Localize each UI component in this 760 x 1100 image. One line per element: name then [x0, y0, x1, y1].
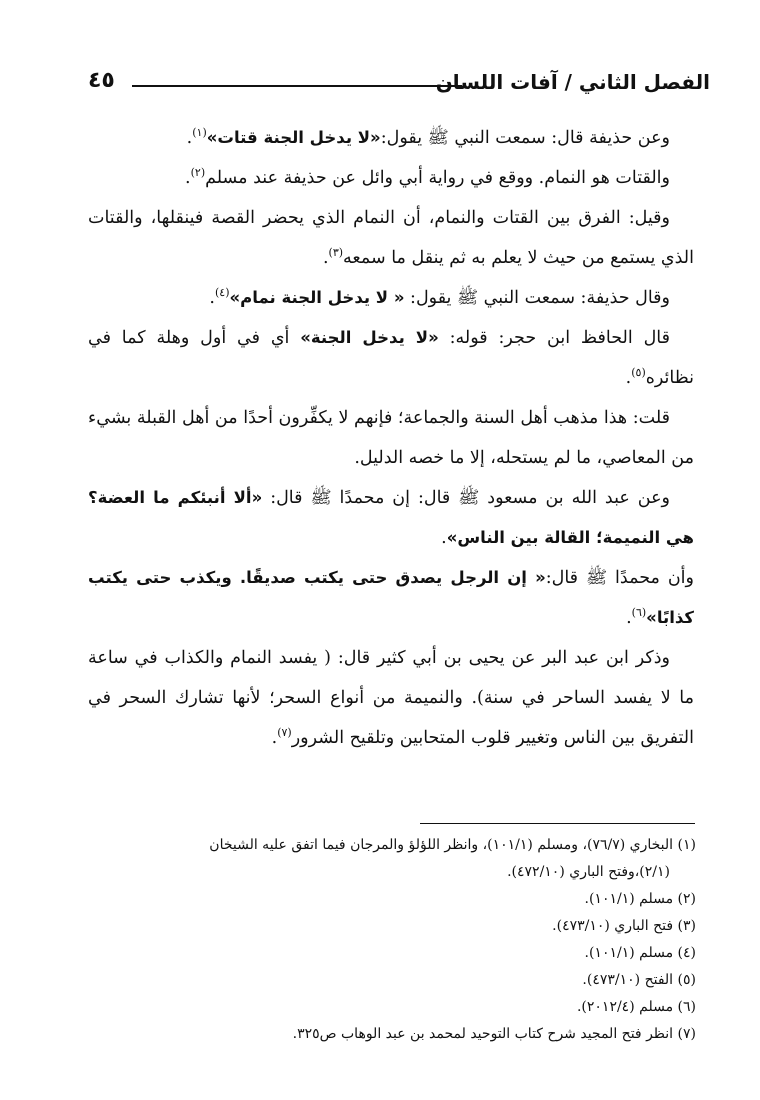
paragraph: وذكر ابن عبد البر عن يحيى بن أبي كثير قال: ( يفسد النمام والكذاب في ساعة ما لا يفسد الساحر في سنة). والنميمة من أنواع السحر؛ لأنها تشارك السحر في التفريق بين الناس وتغيير قلوب المتحابين وتلقيح الشرور$^{(٧)}$. — [88, 648, 694, 748]
paragraph: وأن محمدًا ﷺ قال:« إن الرجل يصدق حتى يكتب صديقًا. ويكذب حتى يكتب كذابًا»$^{(٦)}$. — [88, 568, 694, 628]
paragraph: قال الحافظ ابن حجر: قوله: «لا يدخل الجنة» أي في أول وهلة كما في نظائره$^{(٥)}$. — [88, 328, 694, 388]
chapter-title: الفصل الثاني / آفات اللسان — [435, 70, 710, 94]
footnote-item: (٥) الفتح (٤٧٣/١٠). — [582, 972, 696, 988]
footnote-item: (٤) مسلم (١٠١/١). — [584, 945, 696, 961]
page-number: ٤٥ — [88, 68, 115, 93]
paragraph: وعن عبد الله بن مسعود ﷺ قال: إن محمدًا ﷺ قال: «ألا أنبئكم ما العضة؟ هي النميمة؛ القالة بين الناس». — [88, 488, 694, 548]
footnote-item: (٣) فتح الباري (٤٧٣/١٠). — [552, 918, 696, 934]
footnote-ref: (٤) — [215, 286, 230, 300]
footnote-ref: (٣) — [328, 246, 344, 260]
footnote-ref: (١) — [192, 126, 207, 140]
footnote-ref: (٦) — [631, 606, 647, 620]
paragraph: قلت: هذا مذهب أهل السنة والجماعة؛ فإنهم لا يكفِّرون أحدًا من أهل القبلة بشيء من المعاصي، ما لم يستحله، إلا ما خصه الدليل. — [88, 408, 694, 468]
footnote-ref: (٥) — [631, 366, 646, 380]
paragraph: والقتات هو النمام. ووقع في رواية أبي وائل عن حذيفة عند مسلم$^{(٢)}$. — [185, 166, 670, 188]
footnote-item: (٧) انظر فتح المجيد شرح كتاب التوحيد لمحمد بن عبد الوهاب ص٣٢٥. — [292, 1026, 696, 1042]
footnote-divider — [420, 823, 695, 824]
body-text — [88, 118, 694, 758]
footnote-item: (٢) مسلم (١٠١/١). — [584, 891, 696, 907]
footnote-item: (٦) مسلم (٢٠١٢/٤). — [576, 999, 696, 1015]
footnotes — [70, 832, 696, 1048]
paragraph: وقال حذيفة: سمعت النبي ﷺ يقول: « لا يدخل الجنة نمام»$^{(٤)}$. — [209, 286, 670, 308]
page-header — [80, 68, 710, 104]
footnote-ref: (٢) — [190, 166, 206, 180]
header-rule — [132, 85, 462, 87]
footnote-item: (١) البخاري (٧٦/٧)، ومسلم (١٠١/١)، وانظر اللؤلؤ والمرجان فيما اتفق عليه الشيخان (٢/١)،وفتح الباري (٤٧٢/١٠). — [209, 837, 696, 880]
footnote-ref: (٧) — [277, 726, 292, 740]
paragraph: وعن حذيفة قال: سمعت النبي ﷺ يقول:«لا يدخل الجنة قتات»$^{(١)}$. — [186, 126, 670, 148]
paragraph: وقيل: الفرق بين القتات والنمام، أن النمام الذي يحضر القصة فينقلها، والقتات الذي يستمع من حيث لا يعلم به ثم ينقل ما سمعه$^{(٣)}$. — [88, 208, 694, 268]
